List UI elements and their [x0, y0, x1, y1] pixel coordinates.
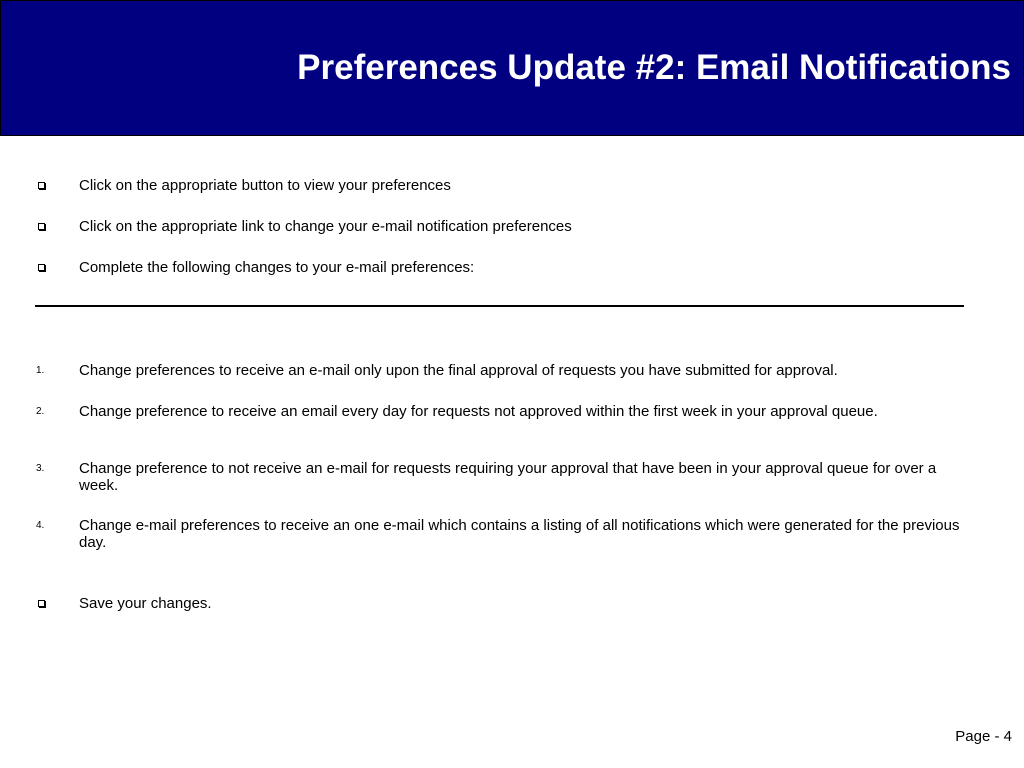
- step-number: 1.: [36, 365, 45, 376]
- page-title: Preferences Update #2: Email Notifications: [297, 48, 1011, 87]
- square-bullet-icon: [38, 223, 45, 230]
- step-text: Change e-mail preferences to receive an one e-mail which contains a listing of all notifications which were generated for the previous day.: [79, 517, 960, 551]
- step-text: Change preferences to receive an e-mail only upon the final approval of requests you have submitted for approval.: [79, 362, 838, 379]
- step-text: Change preference to receive an email every day for requests not approved within the first week in your approval queue.: [79, 403, 878, 420]
- bullet-text: Click on the appropriate button to view your preferences: [79, 177, 451, 194]
- step-number: 3.: [36, 463, 45, 474]
- page-number: Page - 4: [955, 728, 1012, 745]
- square-bullet-icon: [38, 600, 45, 607]
- title-bar: [0, 0, 1024, 136]
- bullet-text: Click on the appropriate link to change your e-mail notification preferences: [79, 218, 572, 235]
- square-bullet-icon: [38, 264, 45, 271]
- bullet-text: Save your changes.: [79, 595, 212, 612]
- divider-line: [35, 305, 964, 307]
- square-bullet-icon: [38, 182, 45, 189]
- step-number: 4.: [36, 520, 45, 531]
- bullet-text: Complete the following changes to your e-mail preferences:: [79, 259, 475, 276]
- step-number: 2.: [36, 406, 45, 417]
- step-text: Change preference to not receive an e-mail for requests requiring your approval that have been in your approval queue for over a week.: [79, 460, 937, 494]
